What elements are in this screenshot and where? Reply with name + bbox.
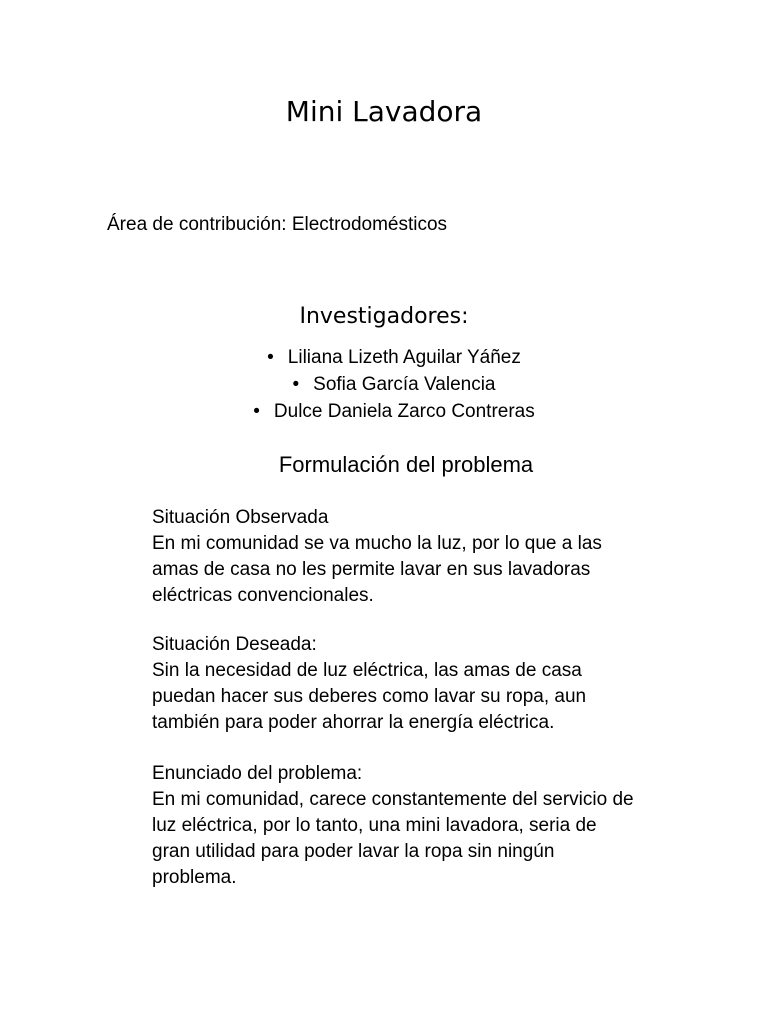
section-heading: Situación Deseada: <box>152 634 317 655</box>
contribution-area: Área de contribución: Electrodomésticos <box>107 214 448 235</box>
list-item <box>0 344 768 371</box>
section-line: amas de casa no les permite lavar en sus lavadoras <box>152 559 591 580</box>
bullet-icon: • <box>267 347 274 368</box>
section-desired <box>152 632 712 736</box>
list-item <box>0 371 768 398</box>
section-line: luz eléctrica, por lo tanto, una mini lavadora, seria de <box>152 815 597 836</box>
formulation-heading: Formulación del problema <box>278 452 534 477</box>
section-line: puedan hacer sus deberes como lavar su ropa, aun <box>152 686 587 707</box>
section-problem-statement <box>152 761 712 891</box>
bullet-icon: • <box>292 374 300 395</box>
bullet-icon: • <box>253 401 260 422</box>
section-observed <box>152 505 712 609</box>
section-line: En mi comunidad, carece constantemente del servicio de <box>152 789 634 810</box>
section-line: Sin la necesidad de luz eléctrica, las amas de casa <box>152 660 582 681</box>
list-item <box>0 398 768 425</box>
section-line: también para poder ahorrar la energía eléctrica. <box>152 712 555 733</box>
section-heading: Situación Observada <box>152 507 329 528</box>
researchers-list <box>0 344 768 425</box>
researcher-name: Liliana Lizeth Aguilar Yáñez <box>287 347 521 368</box>
section-heading: Enunciado del problema: <box>152 763 363 784</box>
section-line: problema. <box>152 867 237 888</box>
section-line: eléctricas convencionales. <box>152 585 374 606</box>
researcher-name: Sofia García Valencia <box>313 374 496 395</box>
researcher-name: Dulce Daniela Zarco Contreras <box>273 401 535 422</box>
section-line: En mi comunidad se va mucho la luz, por lo que a las <box>152 533 602 554</box>
researchers-heading: Investigadores: <box>299 304 469 329</box>
document-title: Mini Lavadora <box>285 95 483 128</box>
section-line: gran utilidad para poder lavar la ropa sin ningún <box>152 841 555 862</box>
